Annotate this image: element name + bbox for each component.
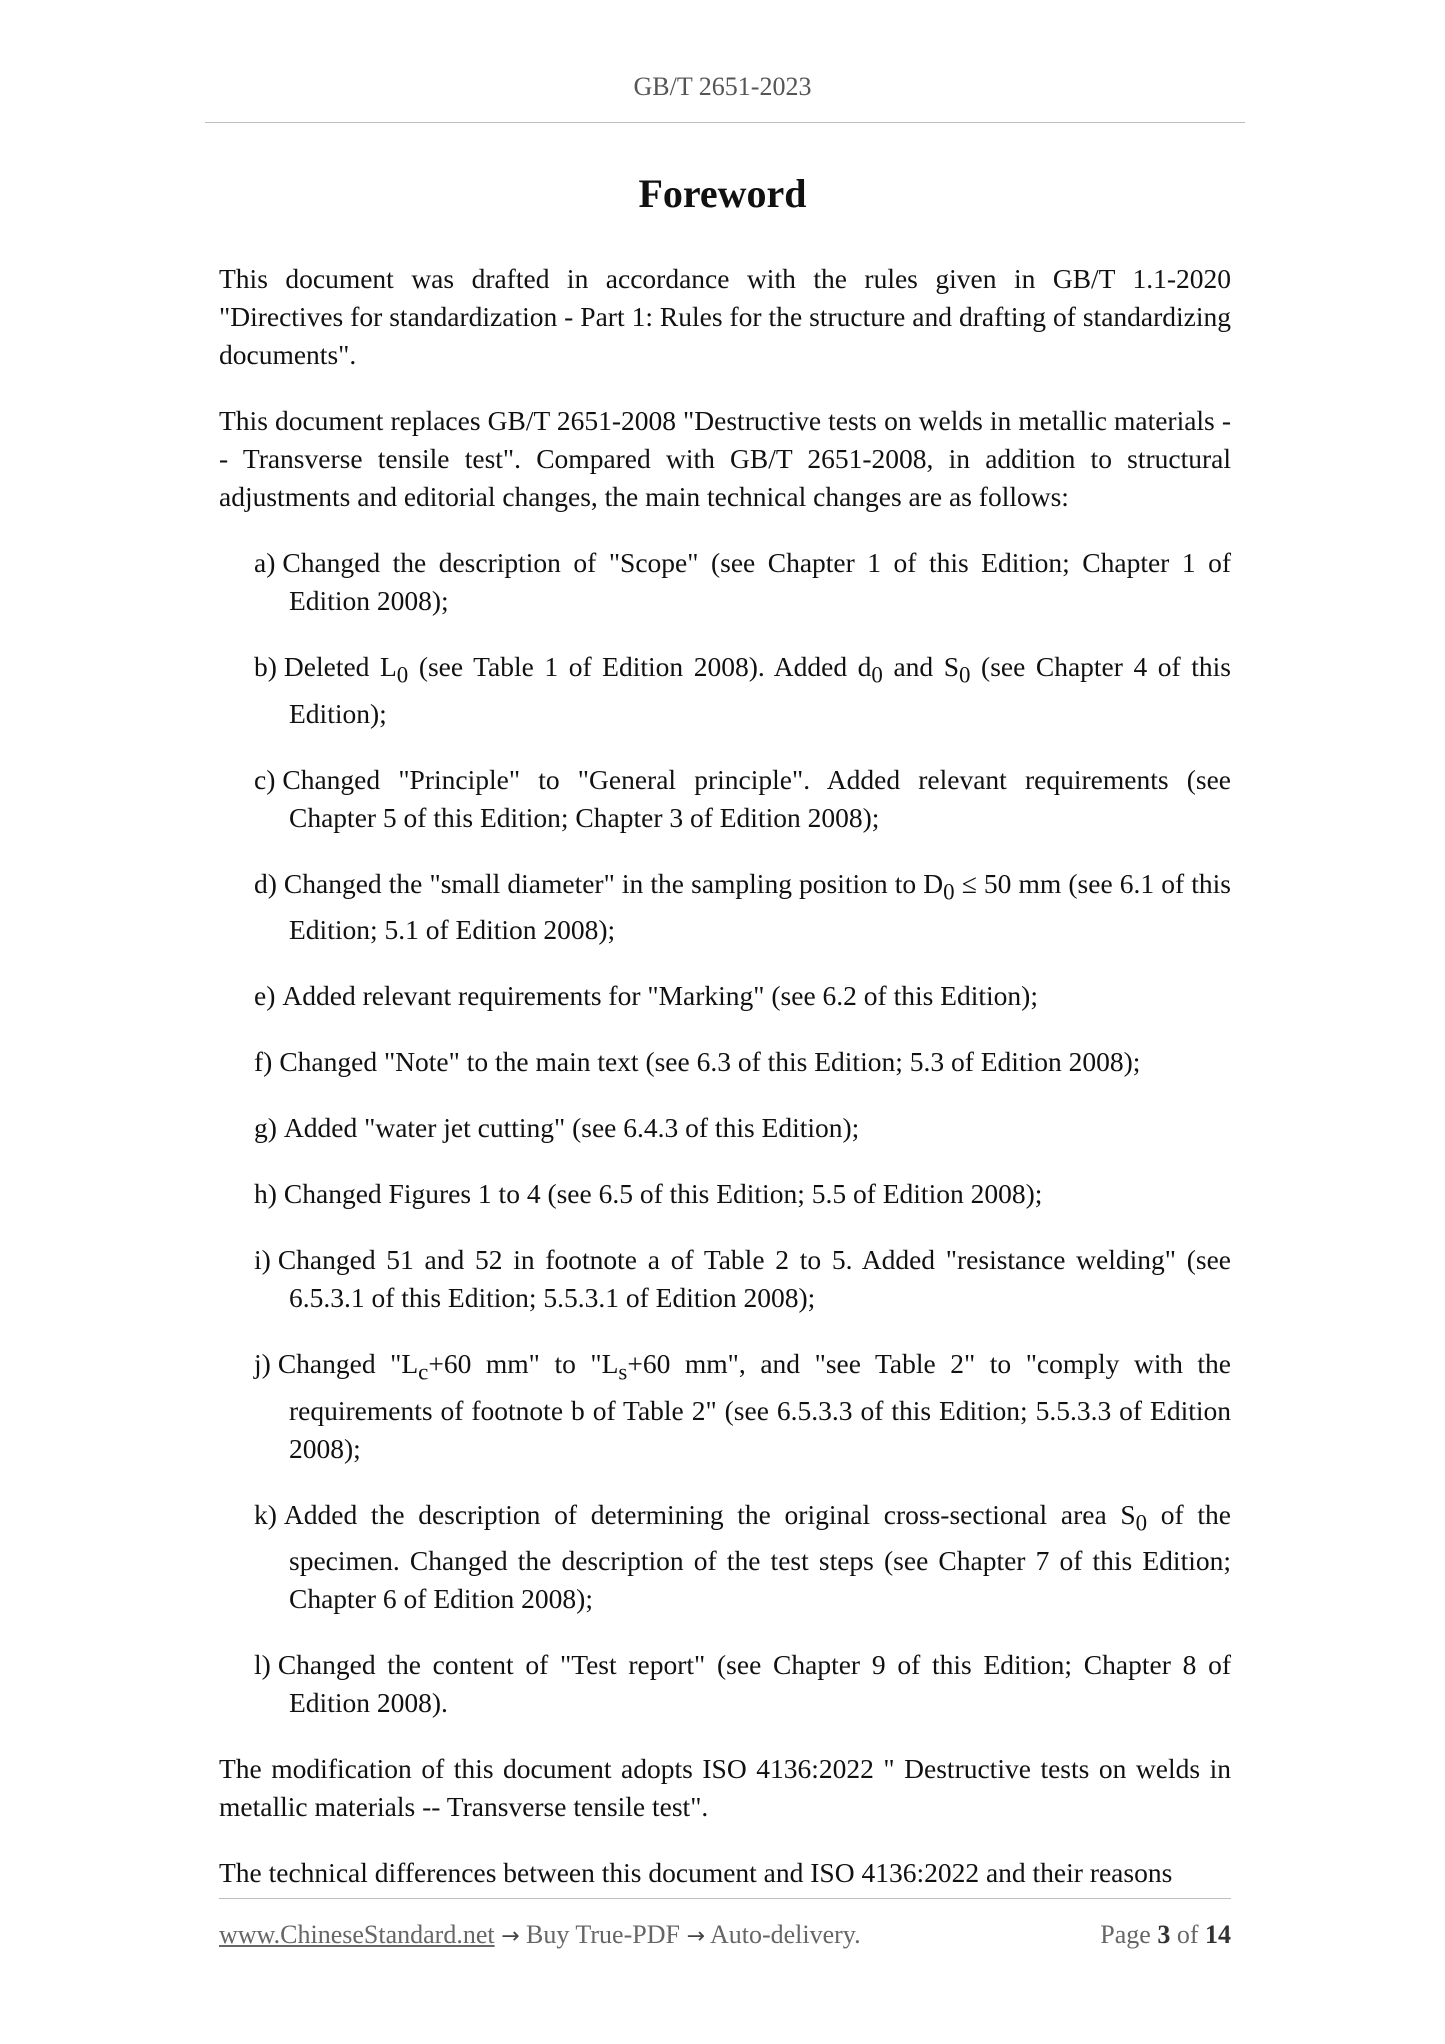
list-item-j bbox=[254, 1345, 1231, 1468]
item-text: +60 mm" to "L bbox=[428, 1348, 619, 1379]
item-label: c) bbox=[254, 763, 276, 795]
header-divider bbox=[205, 122, 1245, 123]
footer-divider bbox=[219, 1898, 1231, 1899]
page-indicator bbox=[1100, 1920, 1231, 1950]
subscript: 0 bbox=[959, 662, 971, 688]
subscript: 0 bbox=[1135, 1510, 1148, 1535]
site-link[interactable]: www.ChineseStandard.net bbox=[219, 1920, 495, 1949]
item-text: Changed the "small diameter" in the sampling position to D bbox=[283, 867, 944, 899]
subscript: s bbox=[618, 1359, 628, 1385]
buy-pdf-text: Buy True-PDF bbox=[526, 1920, 680, 1949]
item-text: Added relevant requirements for "Marking" (see 6.2 of this Edition); bbox=[282, 980, 1038, 1011]
item-text: Changed "Note" to the main text (see 6.3 of this Edition; 5.3 of Edition 2008); bbox=[279, 1046, 1141, 1077]
arrow-right-icon: → bbox=[501, 1924, 520, 1949]
item-text: (see Chapter 4 of this Edition); bbox=[289, 651, 1231, 729]
subscript: 0 bbox=[396, 662, 409, 688]
item-label: e) bbox=[254, 980, 276, 1011]
list-item-f bbox=[254, 1043, 1231, 1081]
list-item-k bbox=[254, 1496, 1231, 1619]
item-label: f) bbox=[254, 1046, 273, 1077]
list-item-b bbox=[254, 648, 1231, 733]
page-word: Page bbox=[1100, 1920, 1151, 1949]
subscript: 0 bbox=[943, 879, 955, 904]
item-text: Deleted L bbox=[283, 651, 397, 682]
list-item-c bbox=[254, 761, 1231, 837]
item-label: l) bbox=[254, 1649, 271, 1680]
item-text: Changed "Principle" to "General principle". Added relevant requirements (see Chapter 5 of this Edition; Chapter 3 of Edition 2008); bbox=[282, 763, 1231, 833]
list-item-i bbox=[254, 1241, 1231, 1317]
page-number: 3 bbox=[1157, 1920, 1171, 1949]
item-label: j) bbox=[254, 1348, 271, 1379]
paragraph-modification: The modification of this document adopts ISO 4136:2022 " Destructive tests on welds in metallic materials -- Transverse tensile test". bbox=[219, 1753, 1231, 1822]
item-text: +60 mm", and "see Table 2" to "comply with the requirements of footnote b of Table 2" (see 6.5.3.3 of this Edition; 5.5.3.3 of Edition 2008); bbox=[289, 1348, 1232, 1464]
of-word: of bbox=[1176, 1920, 1199, 1949]
item-label: d) bbox=[254, 867, 277, 899]
item-label: h) bbox=[254, 1178, 277, 1209]
item-text: Added "water jet cutting" (see 6.4.3 of this Edition); bbox=[283, 1112, 860, 1143]
item-text: Changed Figures 1 to 4 (see 6.5 of this Edition; 5.5 of Edition 2008); bbox=[283, 1178, 1043, 1209]
paragraph-technical-differences: The technical differences between this document and ISO 4136:2022 and their reasons bbox=[219, 1857, 1173, 1888]
item-label: g) bbox=[254, 1112, 277, 1143]
subscript: 0 bbox=[871, 662, 883, 688]
list-item-h bbox=[254, 1175, 1231, 1213]
page-title: Foreword bbox=[638, 171, 807, 216]
document-body bbox=[219, 260, 1231, 1892]
list-item-d bbox=[254, 865, 1231, 950]
changes-list bbox=[219, 544, 1231, 1722]
item-text: Changed 51 and 52 in footnote a of Table 2 to 5. Added "resistance welding" (see 6.5.3.1 of this Edition; 5.5.3.1 of Edition 2008); bbox=[277, 1244, 1231, 1313]
item-text: ≤ 50 mm (see 6.1 of this Edition; 5.1 of Edition 2008); bbox=[289, 867, 1231, 945]
item-label: b) bbox=[254, 651, 277, 682]
item-text: Changed "L bbox=[277, 1348, 419, 1379]
item-label: a) bbox=[254, 547, 276, 578]
list-item-a bbox=[254, 544, 1231, 620]
auto-delivery-text: Auto-delivery. bbox=[709, 1920, 861, 1949]
subscript: c bbox=[418, 1359, 429, 1385]
page-total: 14 bbox=[1205, 1920, 1231, 1949]
item-text: of the specimen. Changed the description of the test steps (see Chapter 7 of this Edition; Chapter 6 of Edition 2008); bbox=[289, 1498, 1231, 1614]
paragraph-drafting-rules: This document was drafted in accordance with the rules given in GB/T 1.1-2020 "Directives for standardization - Part 1: Rules for the structure and drafting of standardizing documents". bbox=[219, 263, 1231, 370]
item-text: and S bbox=[882, 651, 960, 682]
item-text: Added the description of determining the original cross-sectional area S bbox=[283, 1498, 1136, 1530]
item-label: k) bbox=[254, 1498, 277, 1530]
footer-left bbox=[219, 1920, 861, 1950]
item-label: i) bbox=[254, 1244, 271, 1275]
item-text: (see Table 1 of Edition 2008). Added d bbox=[408, 651, 872, 682]
paragraph-replacement: This document replaces GB/T 2651-2008 "Destructive tests on welds in metallic materials -- Transverse tensile test". Compared with GB/T 2651-2008, in addition to structural adjustments and editorial changes, the main technical changes are as follows: bbox=[219, 405, 1231, 512]
list-item-e bbox=[254, 977, 1231, 1015]
list-item-l bbox=[254, 1646, 1231, 1722]
arrow-right-icon: → bbox=[686, 1924, 705, 1949]
list-item-g bbox=[254, 1109, 1231, 1147]
header-doc-code: GB/T 2651-2023 bbox=[633, 72, 812, 101]
item-text: Changed the description of "Scope" (see Chapter 1 of this Edition; Chapter 1 of Edition 2008); bbox=[282, 547, 1231, 616]
item-text: Changed the content of "Test report" (see Chapter 9 of this Edition; Chapter 8 of Edition 2008). bbox=[277, 1649, 1231, 1718]
